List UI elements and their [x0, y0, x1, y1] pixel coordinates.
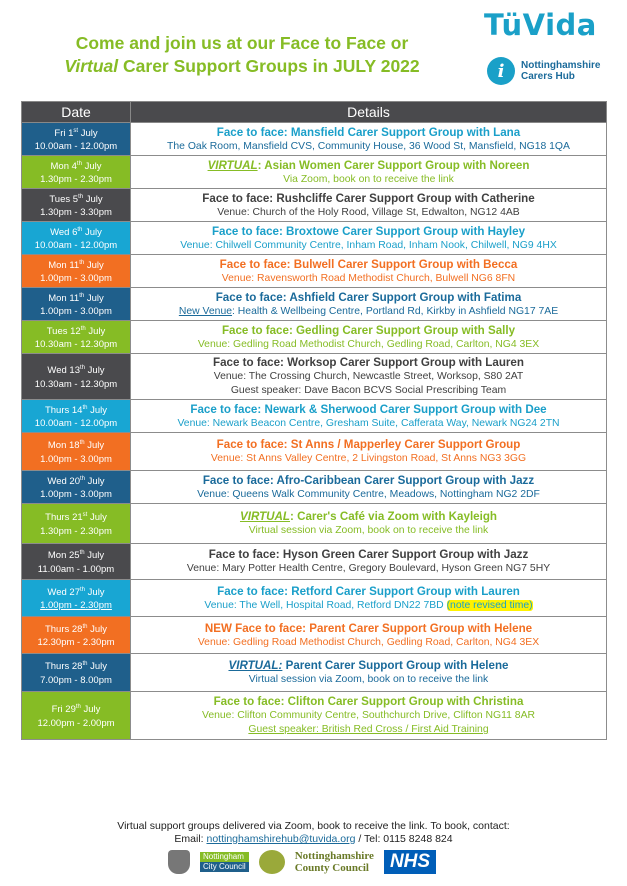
session-title: Face to face: Newark & Sherwood Carer Support Group with Dee [190, 402, 547, 416]
table-row [22, 433, 607, 471]
session-venue: The Oak Room, Mansfield CVS, Community House, 36 Wood St, Mansfield, NG18 1QA [167, 140, 570, 152]
table-row [22, 617, 607, 654]
date-cell [22, 354, 131, 400]
page-title [22, 32, 462, 78]
details-cell [131, 400, 607, 433]
session-venue: Venue: Chilwell Community Centre, Inham Road, Inham Nook, Chilwell, NG9 4HX [180, 239, 557, 251]
table-row [22, 321, 607, 354]
hub-line-2: Carers Hub [521, 71, 575, 82]
date-cell [22, 544, 131, 580]
details-cell [131, 617, 607, 654]
date-cell [22, 617, 131, 654]
time-label: 1.00pm - 3.00pm [40, 453, 112, 465]
date-label: Thurs 28th July [44, 661, 108, 673]
table-row [22, 692, 607, 740]
table-row [22, 654, 607, 692]
session-venue: Venue: The Crossing Church, Newcastle Street, Worksop, S80 2AT [213, 371, 524, 382]
date-label: Mon 25th July [47, 550, 105, 562]
guest-speaker: Guest speaker: Dave Bacon BCVS Social Prescribing Team [230, 385, 507, 396]
details-cell [131, 471, 607, 504]
session-title: Face to face: Bulwell Carer Support Group with Becca [219, 257, 518, 271]
footer-note: Virtual support groups delivered via Zoom, book to receive the link. To book, contact: [117, 820, 510, 832]
date-cell [22, 504, 131, 544]
details-cell [131, 123, 607, 156]
table-row [22, 400, 607, 433]
details-cell [131, 433, 607, 471]
details-cell [131, 654, 607, 692]
table-row [22, 156, 607, 189]
details-cell [131, 544, 607, 580]
virtual-tag: VIRTUAL [207, 158, 258, 172]
footer-contact: Email: nottinghamshirehub@tuvida.org / Tel: 0115 8248 824 [174, 833, 453, 845]
session-title: Face to face: Broxtowe Carer Support Group with Hayley [211, 224, 526, 238]
date-label: Thurs 14th July [44, 404, 108, 417]
date-cell [22, 433, 131, 471]
table-row [22, 255, 607, 288]
table-row [22, 189, 607, 222]
time-label: 12.30pm - 2.30pm [37, 637, 115, 649]
time-label: 10.30am - 12.30pm [34, 378, 118, 390]
partner-logos [168, 850, 436, 874]
session-title: Face to face: Clifton Carer Support Group with Christina [213, 695, 524, 708]
session-title: NEW Face to face: Parent Carer Support Group with Helene [204, 621, 533, 635]
footer [0, 820, 627, 846]
date-label: Mon 18th July [47, 440, 105, 452]
session-venue: New Venue: Health & Wellbeing Centre, Portland Rd, Kirkby in Ashfield NG17 7AE [178, 305, 559, 317]
details-cell [131, 580, 607, 617]
table-row [22, 471, 607, 504]
tuvida-logo: TüVida [484, 8, 597, 42]
session-venue: Venue: Clifton Community Centre, Southchurch Drive, Clifton NG11 8AR [201, 710, 536, 721]
date-cell [22, 255, 131, 288]
date-label: Wed 27th July [47, 586, 105, 599]
date-cell [22, 189, 131, 222]
details-cell [131, 255, 607, 288]
virtual-tag: VIRTUAL [239, 510, 291, 523]
session-venue: Via Zoom, book on to receive the link [283, 173, 454, 185]
details-cell [131, 156, 607, 189]
date-label: Fri 1st July [54, 127, 98, 140]
time-label: 1.00pm - 3.00pm [40, 306, 112, 318]
date-cell [22, 692, 131, 740]
carers-hub-logo [487, 57, 600, 85]
date-label: Thurs 28th July [44, 623, 108, 636]
nhs-logo: NHS [384, 850, 436, 874]
session-venue: Venue: Church of the Holy Rood, Village St, Edwalton, NG12 4AB [217, 206, 520, 218]
session-venue: Virtual session via Zoom, book on to receive the link [248, 674, 489, 685]
session-title: Face to face: Afro-Caribbean Carer Support Group with Jazz [202, 473, 535, 487]
new-venue-tag: New Venue [178, 305, 233, 317]
date-label: Wed 20th July [47, 475, 105, 488]
table-row [22, 123, 607, 156]
session-venue: Venue: Mary Potter Health Centre, Gregory Boulevard, Hyson Green NG7 5HY [186, 563, 551, 574]
date-cell [22, 156, 131, 189]
session-title: Face to face: St Anns / Mapperley Carer Support Group [216, 438, 521, 451]
details-cell [131, 189, 607, 222]
date-cell [22, 123, 131, 156]
title-virtual-word: Virtual [64, 56, 119, 76]
email-link[interactable]: nottinghamshirehub@tuvida.org [206, 833, 356, 845]
title-line-2 [22, 55, 462, 78]
details-column-header: Details [131, 102, 607, 123]
session-title: VIRTUAL: Carer's Café via Zoom with Kayleigh [239, 510, 498, 523]
details-cell [131, 354, 607, 400]
revised-time-note: (note revised time) [446, 599, 533, 611]
time-label: 10.30am - 12.30pm [34, 339, 118, 351]
nottinghamshire-county-council-logo: Nottinghamshire County Council [294, 850, 374, 874]
session-title: Face to face: Worksop Carer Support Group with Lauren [213, 356, 524, 369]
date-cell [22, 400, 131, 433]
time-label: 1.30pm - 2.30pm [40, 525, 112, 537]
table-row [22, 354, 607, 400]
session-venue: Venue: Gedling Road Methodist Church, Gedling Road, Carlton, NG4 3EX [197, 636, 540, 648]
time-label: 10.00am - 12.00pm [34, 141, 118, 153]
table-row [22, 580, 607, 617]
date-cell [22, 321, 131, 354]
details-cell [131, 321, 607, 354]
details-cell [131, 288, 607, 321]
city-crest-icon [168, 850, 190, 874]
session-venue: Venue: The Well, Hospital Road, Retford DN22 7BD (note revised time) [204, 599, 533, 611]
session-venue: Venue: St Anns Valley Centre, 2 Livingston Road, St Anns NG3 3GG [210, 453, 527, 464]
time-label: 1.30pm - 2.30pm [40, 174, 112, 186]
date-cell [22, 288, 131, 321]
time-label: 1.00pm - 2.30pm [40, 600, 112, 612]
table-row [22, 504, 607, 544]
date-label: Tues 5th July [49, 193, 103, 206]
time-label: 10.00am - 12.00pm [34, 240, 118, 252]
session-title: Face to face: Mansfield Carer Support Group with Lana [216, 125, 521, 139]
session-title: Face to face: Retford Carer Support Group with Lauren [217, 584, 520, 598]
info-icon: i [487, 57, 515, 85]
session-venue: Venue: Queens Walk Community Centre, Meadows, Nottingham NG2 2DF [197, 488, 540, 500]
time-label: 1.30pm - 3.30pm [40, 207, 112, 219]
nottingham-city-council-logo: Nottingham City Council [200, 852, 249, 872]
date-column-header: Date [22, 102, 131, 123]
date-cell [22, 654, 131, 692]
date-label: Mon 11th July [48, 259, 104, 272]
date-label: Mon 4th July [50, 160, 102, 173]
date-cell [22, 222, 131, 255]
date-label: Fri 29th July [51, 704, 101, 716]
session-venue: Venue: Gedling Road Methodist Church, Gedling Road, Carlton, NG4 3EX [197, 338, 540, 350]
time-label: 12.00pm - 2.00pm [37, 717, 115, 729]
session-venue: Venue: Newark Beacon Centre, Gresham Suite, Cafferata Way, Newark NG24 2TN [177, 417, 560, 429]
session-title: VIRTUAL: Asian Women Carer Support Group with Noreen [207, 158, 530, 172]
details-cell [131, 222, 607, 255]
session-title: Face to face: Ashfield Carer Support Group with Fatima [215, 290, 522, 304]
session-title: Face to face: Hyson Green Carer Support Group with Jazz [208, 548, 529, 561]
table-row [22, 288, 607, 321]
time-label: 1.00pm - 3.00pm [40, 273, 112, 285]
date-label: Tues 12th July [46, 325, 106, 338]
hub-line-1: Nottinghamshire [521, 60, 601, 71]
virtual-tag: VIRTUAL: [228, 659, 283, 672]
time-label: 1.00pm - 3.00pm [40, 489, 112, 501]
session-venue: Venue: Ravensworth Road Methodist Church, Bulwell NG6 8FN [221, 272, 516, 284]
table-row [22, 222, 607, 255]
session-title: Face to face: Gedling Carer Support Group with Sally [221, 323, 516, 337]
table-row [22, 544, 607, 580]
details-cell [131, 692, 607, 740]
date-label: Wed 13th July [47, 365, 105, 377]
time-label: 7.00pm - 8.00pm [40, 674, 112, 686]
time-label: 11.00am - 1.00pm [37, 563, 115, 575]
date-label: Mon 11th July [48, 292, 104, 305]
date-cell [22, 471, 131, 504]
date-label: Wed 6th July [50, 226, 102, 239]
title-line-2-rest: Carer Support Groups in JULY 2022 [118, 56, 420, 76]
details-cell [131, 504, 607, 544]
schedule-table [21, 101, 607, 740]
session-title: VIRTUAL: Parent Carer Support Group with Helene [228, 659, 509, 672]
title-line-1: Come and join us at our Face to Face or [75, 33, 409, 53]
county-tree-icon [259, 850, 285, 874]
session-title: Face to face: Rushcliffe Carer Support Group with Catherine [202, 191, 535, 205]
session-venue: Virtual session via Zoom, book on to receive the link [248, 525, 489, 536]
date-label: Thurs 21st July [45, 512, 107, 524]
time-label: 10.00am - 12.00pm [34, 418, 118, 430]
telephone: / Tel: 0115 8248 824 [355, 833, 453, 845]
date-cell [22, 580, 131, 617]
guest-speaker: Guest speaker: British Red Cross / First Aid Training [248, 724, 489, 735]
